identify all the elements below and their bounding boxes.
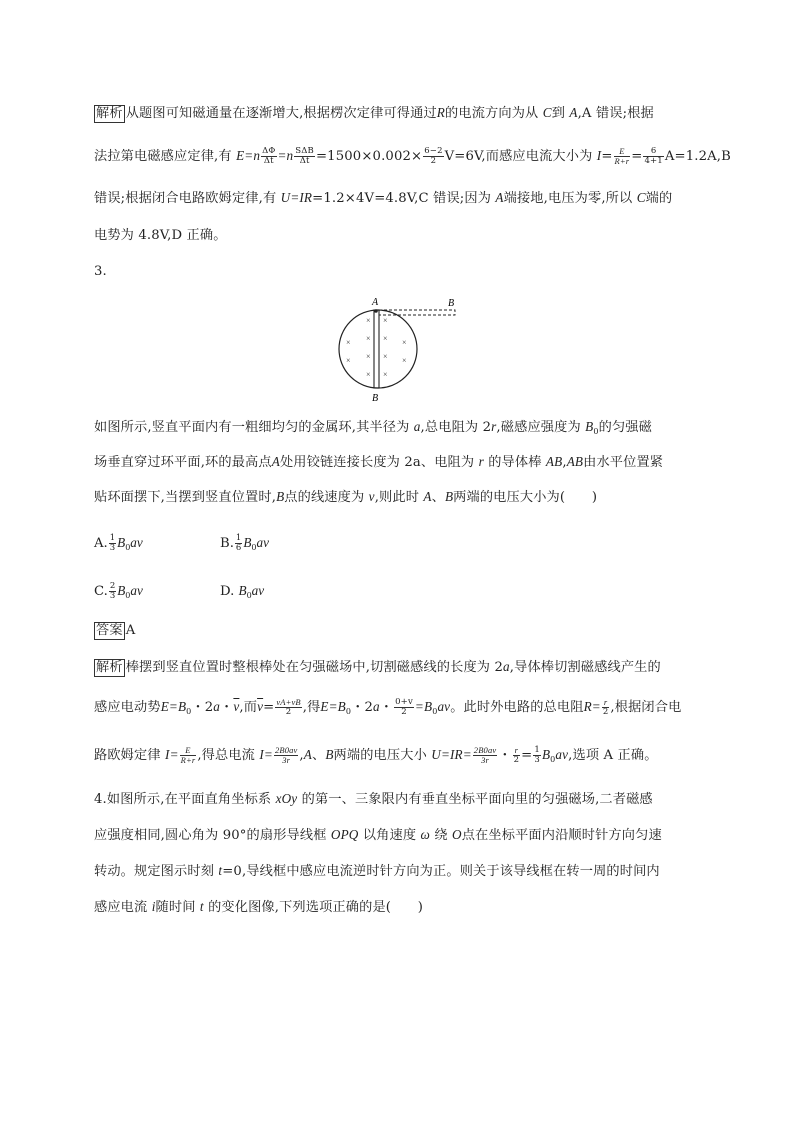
label-B-bottom: B	[372, 393, 379, 404]
svg-text:×: ×	[346, 356, 351, 365]
q4-stem-line-3: 转动。规定图示时刻 t=0,导线框中感应电流逆时针方向为正。则关于该导线框在转一周的时间内	[94, 863, 660, 879]
q3-stem-line-1: 如图所示,竖直平面内有一粗细均匀的金属环,其半径为 a,总电阻为 2r,磁感应强度为 $B_0$的匀强磁	[94, 419, 652, 436]
q3-analysis-line-2: 感应电动势$E=B_0$・2a・$\overline{v}$,而$\overline{v}=$ $\frac{vA+vB}{2}$ ,得$E=B_0$・2a・ $\frac{0+v}{2}$ $=B_0av$。此时外电路的总电阻R= $\frac{r}{2}$ ,根据闭合电	[94, 697, 682, 717]
q2-analysis-line-1: 解析 从题图可知磁通量在逐渐增大,根据楞次定律可得通过R的电流方向为从 C到 A,A 错误;根据	[96, 105, 654, 121]
q3-number: 3.	[94, 264, 107, 279]
q4-stem-line-2: 应强度相同,圆心角为 90°的扇形导线框 OPQ 以角速度 ω 绕 O点在坐标平面内沿顺时针方向匀速	[94, 827, 662, 843]
q3-option-d[interactable]: D. $B_0av$	[220, 583, 265, 600]
svg-text:×: ×	[383, 370, 388, 379]
svg-text:×: ×	[366, 352, 371, 361]
q4-stem-line-4: 感应电流 i随时间 t 的变化图像,下列选项正确的是( )	[94, 899, 424, 915]
q3-analysis-line-1: 解析 棒摆到竖直位置时整根棒处在匀强磁场中,切割磁感线的长度为 2a,导体棒切割磁感线产生的	[96, 659, 661, 675]
q3-option-c[interactable]: C. $\frac{2}{3}$ $B_0av$	[94, 581, 143, 601]
label-B-top: B	[448, 298, 455, 309]
q4-stem-line-1: 4.如图所示,在平面直角坐标系 xOy 的第一、三象限内有垂直坐标平面向里的匀强磁场,二者磁感	[94, 791, 653, 807]
answer-tag: 答案	[96, 623, 123, 638]
q3-stem-line-2: 场垂直穿过环平面,环的最高点A处用铰链连接长度为 2a、电阻为 r 的导体棒 AB,AB由水平位置紧	[94, 454, 664, 470]
svg-text:×: ×	[366, 316, 371, 325]
fraction: $\frac{6-2}{2}$	[424, 146, 443, 166]
svg-text:×: ×	[366, 370, 371, 379]
q3-option-a[interactable]: A. $\frac{1}{3}$ $B_0av$	[94, 533, 143, 553]
q3-answer: 答案 A	[96, 623, 136, 638]
svg-text:×: ×	[383, 352, 388, 361]
fraction: $\frac{E}{R+r}$	[614, 146, 630, 166]
rod-vertical	[374, 310, 379, 388]
svg-text:×: ×	[402, 356, 407, 365]
fraction: $\frac{\text{SΔB}}{\Delta t}$	[295, 146, 314, 166]
q3-option-b[interactable]: B. $\frac{1}{6}$ $B_0av$	[220, 533, 269, 553]
label-A: A	[372, 297, 379, 308]
fraction: $\frac{\Delta\Phi}{\Delta t}$	[262, 146, 276, 166]
svg-text:×: ×	[346, 338, 351, 347]
analysis-tag: 解析	[96, 660, 123, 675]
field-crosses	[346, 316, 407, 379]
q2-analysis-line-3: 错误;根据闭合电路欧姆定律,有 U=IR=1.2×4V=4.8V,C 错误;因为 A端接地,电压为零,所以 C端的	[94, 190, 673, 206]
q2-analysis-line-4: 电势为 4.8V,D 正确。	[94, 228, 227, 243]
svg-text:×: ×	[383, 334, 388, 343]
q2-analysis-line-2: 法拉第电磁感应定律,有 E=n $\frac{\Delta\Phi}{\Delta t}$ =n $\frac{\text{SΔB}}{\Delta t}$ =1500×0.002× $\frac{6-2}{2}$ V=6V,而感应电流大小为 I= $\frac{E}{R+r}$ = $\frac{6}{4+1}$ A=1.2A,B	[94, 146, 731, 166]
q3-analysis-line-3: 路欧姆定律 I= $\frac{E}{R+r}$ ,得总电流 I= $\frac{2B0av}{3r}$ ,A、B两端的电压大小 U=IR= $\frac{2B0av}{3r}$ ・ $\frac{r}{2}$ = $\frac{1}{3}$ $B_0av$,选项 A 正确。	[94, 745, 658, 765]
q3-stem-line-3: 贴环面摆下,当摆到竖直位置时,B点的线速度为 v,则此时 A、B两端的电压大小为( )	[94, 489, 598, 505]
analysis-tag: 解析	[96, 106, 123, 121]
svg-text:×: ×	[402, 338, 407, 347]
fraction: $\frac{6}{4+1}$	[644, 146, 663, 166]
ring-rod-figure	[328, 293, 468, 405]
svg-text:×: ×	[366, 334, 371, 343]
svg-text:×: ×	[383, 316, 388, 325]
metal-ring	[339, 310, 417, 388]
hinge-point	[374, 309, 378, 313]
